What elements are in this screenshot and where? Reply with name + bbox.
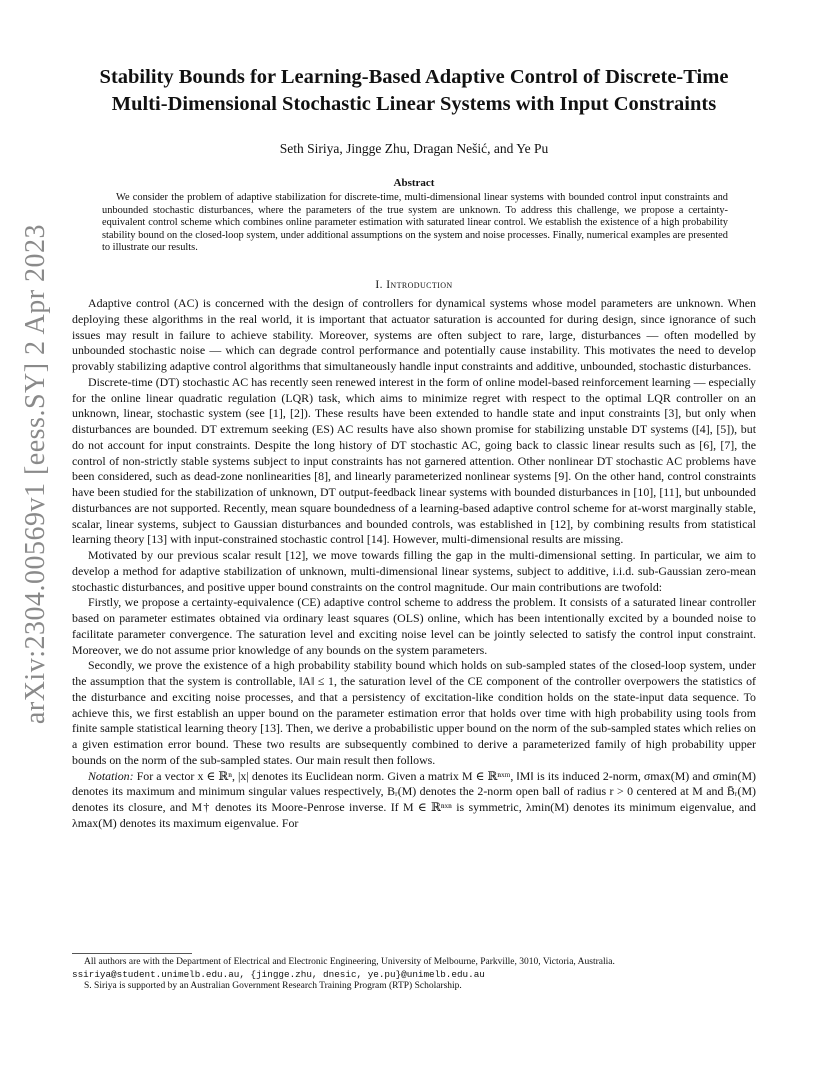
paper-title-line-1: Stability Bounds for Learning-Based Adaptive Control of Discrete-Time — [99, 66, 729, 88]
notation-text: For a vector x ∈ ℝⁿ, |x| denotes its Euclidean norm. Given a matrix M ∈ ℝⁿˣᵐ, ‖M‖ is its induced 2-norm, σmax(M) and σmin(M) denotes its maximum and minimum singular values respectively, Bᵣ(M) denotes the 2-norm open ball of radius r > 0 centered at M and B̄ᵣ(M) denotes its closure, and M† denotes its Moore-Penrose inverse. If M ∈ ℝⁿˣⁿ is symmetric, λmin(M) denotes its minimum eigenvalue, and λmax(M) denotes its maximum eigenvalue. For — [72, 768, 756, 830]
arxiv-identifier-stamp — [6, 223, 66, 725]
paragraph-5: Secondly, we prove the existence of a high probability stability bound which holds on sub-sampled states of the closed-loop system, under the assumption that the system is controllable, ‖A‖ ≤ 1, the saturation level of the CE component of the controller overpowers the statistics of the disturbance and exciting noise processes, and that a persistency of excitation-like condition holds on the state-input data sequence. To achieve this, we first establish an upper bound on the parameter estimation error that holds over time with high probability using tools from finite sample statistical learning theory [13]. Then, we derive a probabilistic upper bound on the norm of the sub-sampled states which relies on a given estimation error bound. These two results are subsequently combined to derive a parameterized family of high probability upper bounds on the norm of the sub-sampled states. Our main result then follows. — [72, 658, 756, 767]
paragraph-4: Firstly, we propose a certainty-equivalence (CE) adaptive control scheme to address the problem. It consists of a saturated linear controller based on parameter estimates obtained via ordinary least squares (OLS) online, which has been intentionally excited by a bounded noise to facilitate parameter convergence. The saturation level and exciting noise level can be jointly selected to satisfy the control input constraint. Moreover, we do not assume prior knowledge of any bounds on the system parameters. — [72, 595, 756, 657]
affiliation-text: All authors are with the Department of Electrical and Electronic Engineering, University of Melbourne, Parkville, 3010, Victoria, Australia. — [84, 957, 615, 967]
section-heading — [70, 279, 758, 291]
arxiv-identifier-text: arXiv:2304.00569v1 [eess.SY] 2 Apr 2023 — [20, 223, 51, 725]
paragraph-1: Adaptive control (AC) is concerned with the design of controllers for dynamical systems whose model parameters are unknown. When deploying these algorithms in the real world, it is important that actuator saturation is accounted for during design, since ignorance of such issues may result in failure to achieve stability. Moreover, systems are often subject to rare, large, disturbances — often modelled by unbounded stochastic noise — which can degrade control performance and potentially cause instability. This motivates the need to develop provably stabilizing adaptive control algorithms that simultaneously handle input constraints and additive, unbounded, stochastic disturbances. — [72, 296, 756, 373]
notation-paragraph — [72, 769, 756, 832]
body-text — [72, 296, 756, 832]
footnote-affiliation — [72, 957, 756, 981]
footnotes — [72, 957, 756, 993]
notation-label: Notation: — [88, 768, 134, 783]
paper-title-line-2: Multi-Dimensional Stochastic Linear Systems with Input Constraints — [111, 93, 717, 115]
author-list: Seth Siriya, Jingge Zhu, Dragan Nešić, and Ye Pu — [279, 141, 549, 156]
paragraph-2: Discrete-time (DT) stochastic AC has recently seen renewed interest in the form of online model-based reinforcement learning — especially for the online linear quadratic regulation (LQR) task, which aims to minimize regret with respect to the optimal LQR controller on an unknown, linear, stochastic system (see [1], [2]). These results have been extended to handle state and input constraints [3], but only when disturbances are bounded. DT extremum seeking (ES) AC results have also shown promise for stabilizing unstable DT systems ([4], [5]), but do not account for input constraints. Despite the long history of DT stochastic AC, going back to classic linear results such as [6], [7], the control of non-strictly stable systems subject to input constraints has not garnered attention. Other nonlinear DT stochastic AC problems have been considered, such as dead-zone nonlinearities [8], and linearly parameterized nonlinear systems [9]. On the other hand, control constraints have been studied for the stabilization of unknown, DT output-feedback linear systems with bounded disturbances in [10], [11], but unbounded disturbances are not supported. Recently, mean square boundedness of a learning-based adaptive control scheme for at-worst marginally stable, scalar, linear systems, subject to Gaussian disturbances and bounded controls, was established in [12], by combining results from statistical learning theory [13] with input-constrained stochastic control [14]. However, multi-dimensional results are missing. — [72, 374, 756, 547]
author-emails: ssiriya@student.unimelb.edu.au, {jingge.zhu, dnesic, ye.pu}@unimelb.edu.au — [72, 968, 485, 980]
section-number: I. — [375, 279, 383, 291]
abstract-text: We consider the problem of adaptive stabilization for discrete-time, multi-dimensional linear systems with bounded control input constraints and unbounded stochastic disturbances, where the parameters of the true system are unknown. To address this challenge, we propose a certainty-equivalent control scheme which combines online parameter estimation with saturated linear control. We establish the existence of a high probability stability bound on the closed-loop system, under additional assumptions on the system and noise processes. Finally, numerical examples are presented to illustrate our results. — [102, 192, 728, 253]
paper-title — [70, 64, 758, 118]
paragraph-3: Motivated by our previous scalar result [12], we move towards filling the gap in the multi-dimensional setting. In particular, we aim to develop a method for adaptive stabilization of unknown, multi-dimensional linear systems, subject to additive, i.i.d. sub-Gaussian zero-mean stochastic disturbances, and positive upper bound constraints on the control magnitude. Our main contributions are twofold: — [72, 548, 756, 594]
footnote-funding: S. Siriya is supported by an Australian Government Research Training Program (RTP) Scholarship. — [84, 981, 462, 991]
footnote-rule — [72, 953, 192, 954]
section-title: Introduction — [386, 279, 453, 291]
abstract-heading: Abstract — [393, 177, 435, 189]
